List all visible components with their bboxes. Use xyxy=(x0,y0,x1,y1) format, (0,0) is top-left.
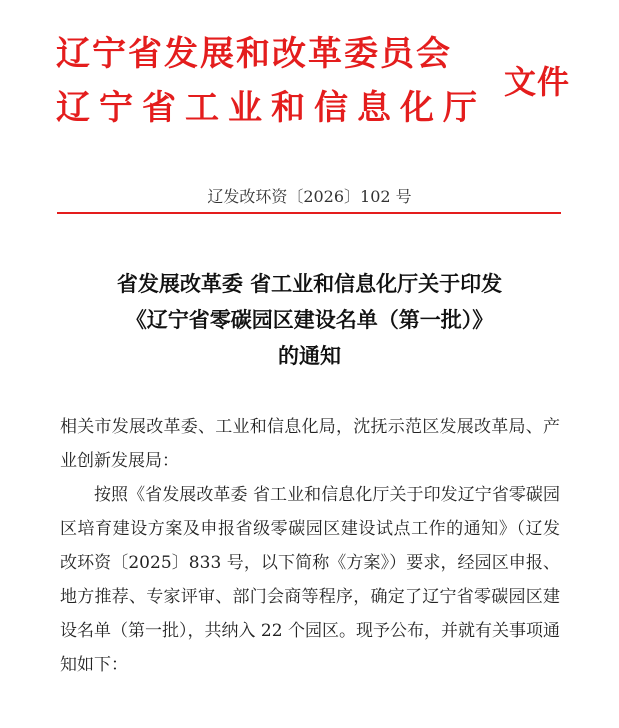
addressees: 相关市发展改革委、工业和信息化局，沈抚示范区发展改革局、产业创新发展局： xyxy=(60,417,560,471)
document-header xyxy=(56,28,576,138)
document-type-label: 文件 xyxy=(504,63,571,101)
document-title xyxy=(0,266,619,374)
issuer-line-2: 辽宁省工业和信息化厅 xyxy=(56,88,486,128)
document-number: 辽发改环资〔2026〕102 号 xyxy=(207,187,412,206)
body-paragraph-1: 按照《省发展改革委 省工业和信息化厅关于印发辽宁省零碳园区培育建设方案及申报省级零碳园区建设试点工作的通知》（辽发改环资〔2025〕833 号，以下简称《方案》）要求，经园区申报、地方推荐、专家评审、部门会商等程序，确定了辽宁省零碳园区建设名单（第一批），共纳入 22 个园区。现予公布，并就有关事项通知如下： xyxy=(60,485,560,675)
title-line-3: 的通知 xyxy=(278,343,341,368)
issuer-line-1: 辽宁省发展和改革委员会 xyxy=(56,34,452,74)
title-line-1: 省发展改革委 省工业和信息化厅关于印发 xyxy=(116,271,503,296)
red-divider-line xyxy=(57,212,561,214)
title-line-2: 《辽宁省零碳园区建设名单（第一批）》 xyxy=(125,307,494,332)
document-body xyxy=(60,410,560,682)
